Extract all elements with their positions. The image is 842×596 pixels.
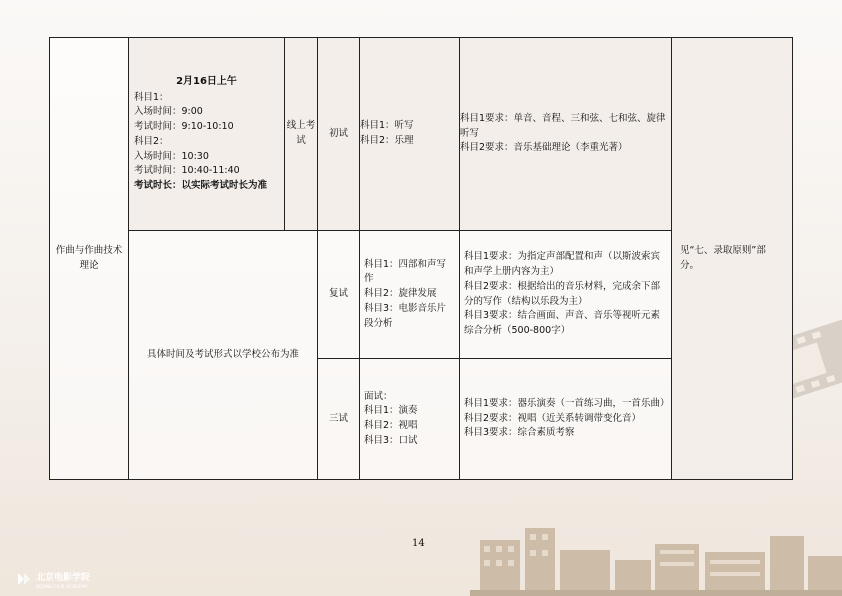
page-number: 14	[412, 538, 425, 549]
requirements-cell	[460, 359, 672, 480]
round-name-third: 三试	[328, 412, 348, 424]
schedule-line: 考试时间：10:40-11:40	[134, 165, 240, 177]
requirement-item: 科目2要求：视唱（近关系转调带变化音）	[464, 412, 642, 424]
requirements-cell	[460, 231, 672, 359]
requirement-item: 科目3要求：综合素质考察	[464, 427, 575, 439]
schedule-line: 入场时间：9:00	[134, 106, 203, 118]
subject-item: 科目2：乐理	[360, 135, 414, 146]
schedule-line: 科目1：	[134, 91, 169, 103]
requirements-cell	[460, 38, 672, 231]
requirement-item: 科目1要求：单音、音程、三和弦、七和弦、旋律听写	[460, 112, 666, 139]
round-name-first: 初试	[328, 127, 348, 139]
category-label: 作曲与作曲技术理论	[55, 244, 123, 271]
exam-mode-label: 线上考试	[286, 120, 316, 146]
schedule-date: 2月16日上午	[176, 76, 237, 88]
admission-note-cell	[672, 38, 793, 480]
subject-item: 科目3：电影音乐片段分析	[364, 302, 447, 329]
exam-schedule-table	[49, 37, 793, 480]
subject-item: 科目3：口试	[364, 434, 418, 446]
campus-skyline-illustration	[470, 510, 842, 596]
schedule-line: 科目2：	[134, 135, 169, 147]
subject-item: 科目2：旋律发展	[364, 288, 437, 300]
later-schedule-note: 具体时间及考试形式以学校公布为准	[146, 348, 299, 360]
exam-mode-cell	[285, 38, 318, 231]
requirement-item: 科目1要求：器乐演奏（一首练习曲，一首乐曲）	[464, 397, 670, 409]
schedule-line: 考试时间：9:10-10:10	[134, 121, 234, 133]
round-name-cell	[318, 38, 360, 231]
subject-item: 科目1：四部和声写作	[364, 258, 447, 285]
requirement-item: 科目3要求：结合画面、声音、音乐等视听元素综合分析（500-800字）	[464, 310, 661, 336]
first-round-schedule-cell	[129, 38, 285, 231]
beijing-film-academy-logo	[14, 569, 124, 591]
round-name-cell	[318, 231, 360, 359]
admission-note: 见“七、录取原则”部分。	[680, 244, 766, 271]
subject-item: 科目1：听写	[360, 120, 414, 132]
subject-item: 面试：	[364, 390, 393, 402]
requirement-item: 科目1要求：为指定声部配置和声（以斯波索宾和声学上册内容为主）	[464, 251, 661, 278]
subject-item: 科目2：视唱	[364, 420, 418, 431]
round-name-second: 复试	[328, 288, 348, 300]
subjects-cell	[360, 359, 460, 480]
subjects-cell	[360, 38, 460, 231]
requirement-item: 科目2要求：根据给出的音乐材料，完成余下部分的写作（结构以乐段为主）	[464, 280, 661, 307]
subject-item: 科目1：演奏	[364, 405, 418, 417]
schedule-line: 入场时间：10:30	[134, 150, 209, 162]
schedule-note: 考试时长：以实际考试时长为准	[134, 180, 268, 192]
round-name-cell	[318, 359, 360, 480]
category-cell	[50, 38, 129, 480]
subjects-cell	[360, 231, 460, 359]
logo-en-text: BEIJING FILM ACADEMY	[36, 585, 89, 590]
later-schedule-cell	[129, 231, 318, 480]
logo-cn-text: 北京电影学院	[36, 573, 91, 583]
requirement-item: 科目2要求：音乐基础理论（李重光著）	[460, 142, 628, 154]
